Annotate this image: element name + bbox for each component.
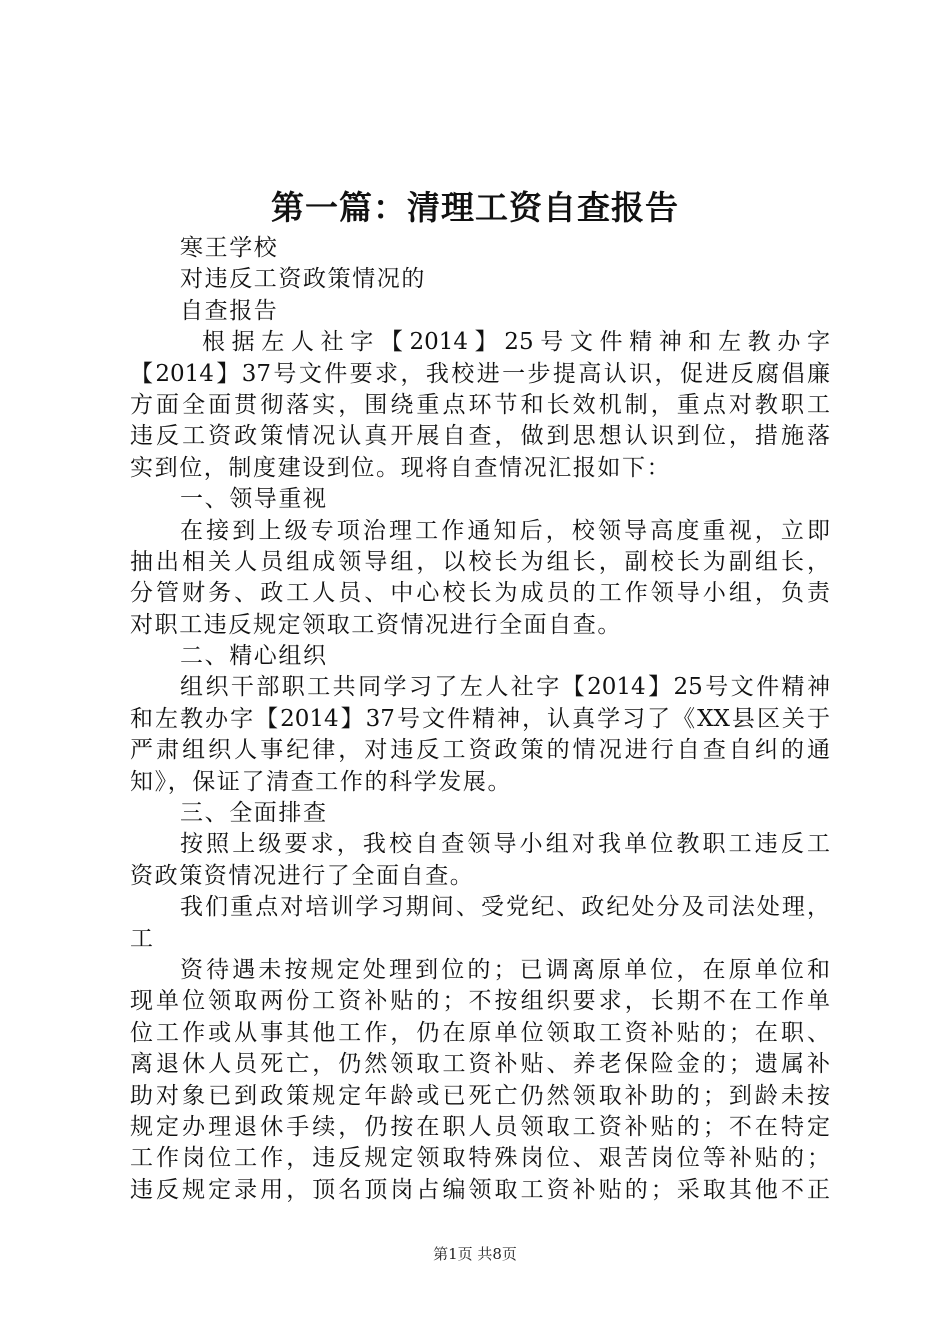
text-line: 违反规定录用，顶名顶岗占编领取工资补贴的；采取其他不正 bbox=[130, 1176, 830, 1203]
text-line: 在接到上级专项治理工作通知后，校领导高度重视，立即 bbox=[180, 517, 830, 544]
text-line: 离退休人员死亡，仍然领取工资补贴、养老保险金的；遗属补 bbox=[130, 1051, 830, 1078]
text-line-subject: 对违反工资政策情况的 bbox=[180, 266, 426, 293]
text-line: 资政策资情况进行了全面自查。 bbox=[130, 862, 475, 889]
text-line: 规定办理退休手续，仍按在职人员领取工资补贴的；不在特定 bbox=[130, 1113, 830, 1140]
text-line: 实到位，制度建设到位。现将自查情况汇报如下： bbox=[130, 454, 672, 481]
section-heading-1: 一、领导重视 bbox=[180, 486, 328, 513]
text-line: 工 bbox=[130, 925, 155, 952]
text-line: 和左教办字【2014】37号文件精神，认真学习了《XX县区关于 bbox=[130, 705, 830, 732]
text-line: 按照上级要求，我校自查领导小组对我单位教职工违反工 bbox=[180, 831, 830, 858]
page-footer: 第1页 共8页 bbox=[433, 1245, 517, 1263]
section-heading-3: 三、全面排查 bbox=[180, 800, 328, 827]
text-line-report: 自查报告 bbox=[180, 297, 279, 324]
text-line: 方面全面贯彻落实，围绕重点环节和长效机制，重点对教职工 bbox=[130, 391, 830, 418]
text-line: 违反工资政策情况认真开展自查，做到思想认识到位，措施落 bbox=[130, 423, 830, 450]
text-line: 资待遇未按规定处理到位的；已调离原单位，在原单位和 bbox=[180, 956, 830, 983]
text-line: 工作岗位工作，违反规定领取特殊岗位、艰苦岗位等补贴的； bbox=[130, 1145, 830, 1172]
text-line: 根据左人社字【2014】25号文件精神和左教办字 bbox=[202, 329, 830, 356]
section-heading-2: 二、精心组织 bbox=[180, 643, 328, 670]
text-line: 分管财务、政工人员、中心校长为成员的工作领导小组，负责 bbox=[130, 580, 830, 607]
text-line: 知》，保证了清查工作的科学发展。 bbox=[130, 768, 513, 795]
text-line: 抽出相关人员组成领导组，以校长为组长，副校长为副组长， bbox=[130, 548, 830, 575]
document-body bbox=[130, 233, 830, 1206]
text-line: 对职工违反规定领取工资情况进行全面自查。 bbox=[130, 611, 622, 638]
text-line: 我们重点对培训学习期间、受党纪、政纪处分及司法处理， bbox=[180, 894, 830, 921]
text-line: 位工作或从事其他工作，仍在原单位领取工资补贴的；在职、 bbox=[130, 1019, 830, 1046]
text-line-school: 寒王学校 bbox=[180, 235, 279, 261]
text-line: 严肃组织人事纪律，对违反工资政策的情况进行自查自纠的通 bbox=[130, 737, 830, 764]
text-line: 助对象已到政策规定年龄或已死亡仍然领取补助的；到龄未按 bbox=[130, 1082, 830, 1109]
document-title: 第一篇：清理工资自查报告 bbox=[271, 188, 679, 227]
text-line: 组织干部职工共同学习了左人社字【2014】25号文件精神 bbox=[180, 674, 830, 701]
text-line: 现单位领取两份工资补贴的；不按组织要求，长期不在工作单 bbox=[130, 988, 830, 1015]
text-line: 【2014】37号文件要求，我校进一步提高认识，促进反腐倡廉 bbox=[130, 360, 830, 387]
